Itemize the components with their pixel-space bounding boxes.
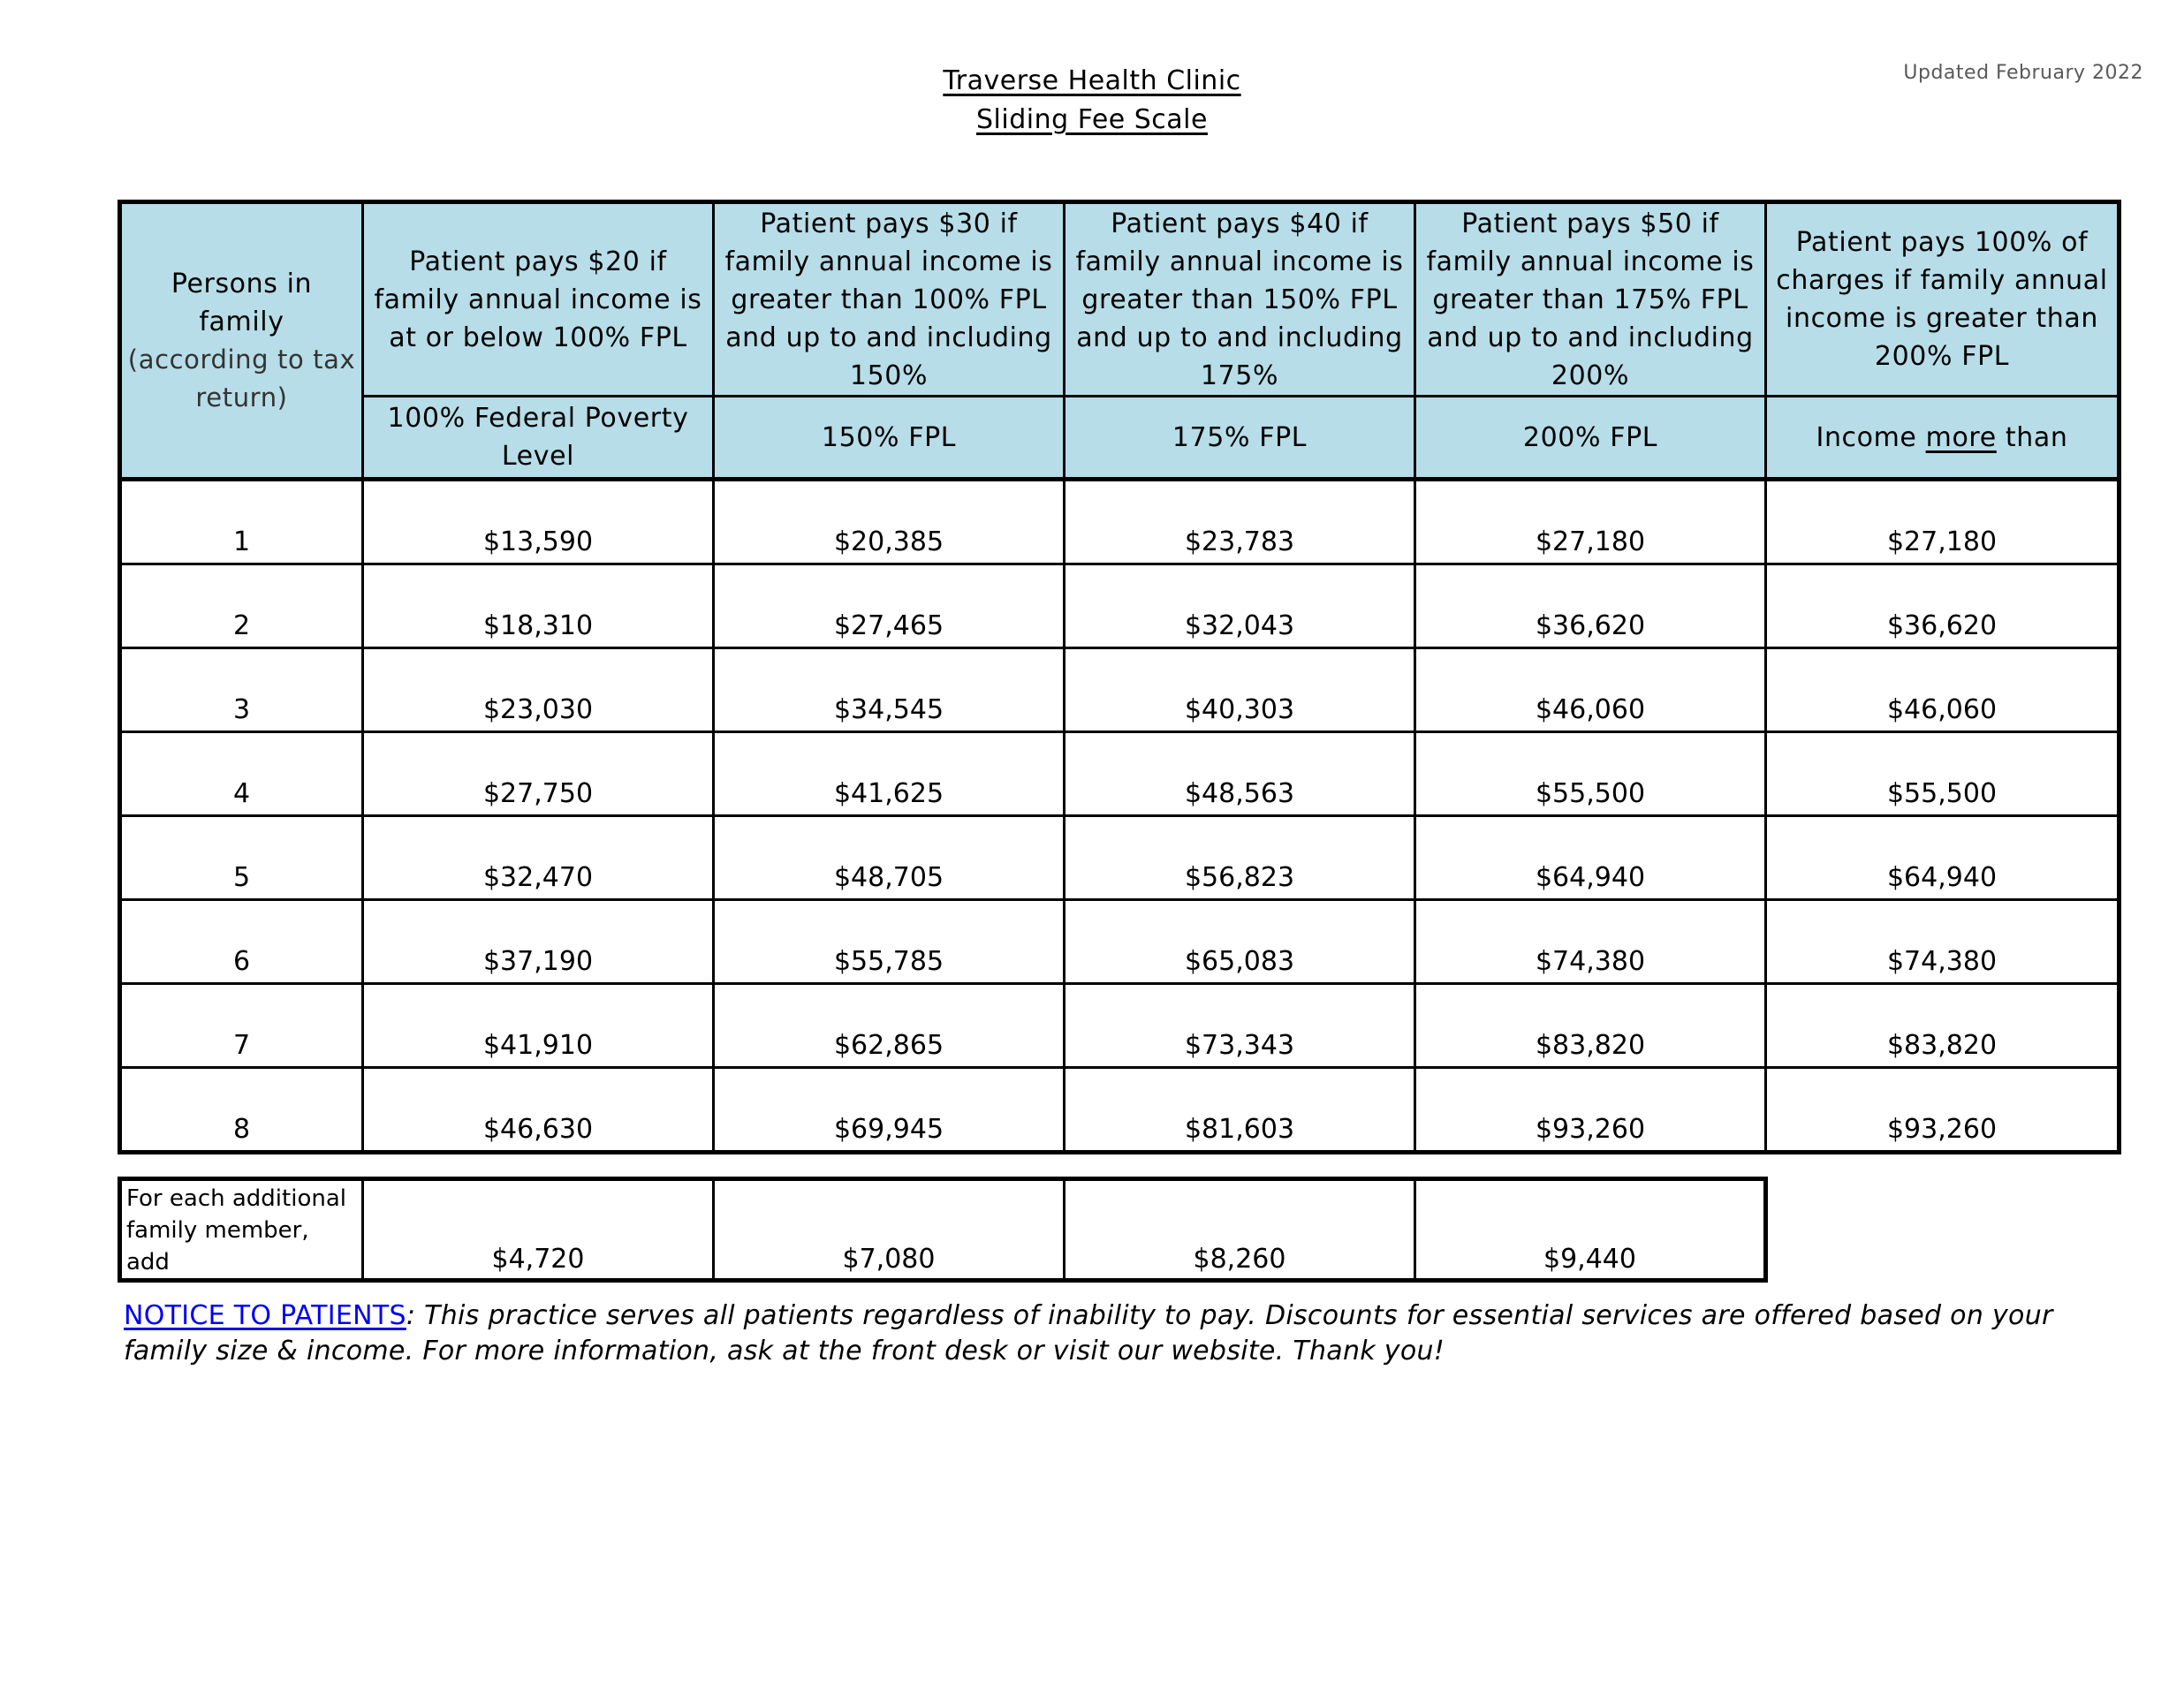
notice-link[interactable]: NOTICE TO PATIENTS [124,1300,406,1331]
income-cell: $46,060 [1415,648,1766,732]
table-row [120,564,2120,648]
income-cell: $36,620 [1766,564,2120,648]
income-cell: $81,603 [1065,1068,1415,1153]
additional-member-row [120,1179,1766,1281]
income-cell: $20,385 [714,480,1065,564]
table-row [120,480,2120,564]
income-cell: $55,500 [1415,732,1766,816]
additional-member-value: $4,720 [363,1179,714,1281]
income-cell: $46,630 [363,1068,714,1153]
persons-cell: 7 [120,984,363,1068]
col-header-40: Patient pays $40 if family annual income is greater than 150% FPL and up to and including 175% [1065,202,1415,397]
income-cell: $23,030 [363,648,714,732]
income-cell: $48,563 [1065,732,1415,816]
subheader-175-fpl: 175% FPL [1065,397,1415,480]
income-cell: $62,865 [714,984,1065,1068]
subheader-100-fpl: 100% Federal Poverty Level [363,397,714,480]
persons-cell: 2 [120,564,363,648]
income-cell: $64,940 [1415,816,1766,900]
persons-cell: 8 [120,1068,363,1153]
col-header-30: Patient pays $30 if family annual income is greater than 100% FPL and up to and including 150% [714,202,1065,397]
income-cell: $27,180 [1766,480,2120,564]
persons-header-label: Persons in family [171,268,313,337]
income-cell: $32,043 [1065,564,1415,648]
income-cell: $65,083 [1065,900,1415,984]
clinic-name: Traverse Health Clinic [943,65,1241,96]
table-row [120,732,2120,816]
notice-text: This practice serves all patients regardless of inability to pay. Discounts for essential services are offered based on your family size & income. For more information, ask at the front desk or visit our website. Thank you! [124,1300,2053,1366]
subheader-200-fpl: 200% FPL [1415,397,1766,480]
subheader-150-fpl: 150% FPL [714,397,1065,480]
table-row [120,984,2120,1068]
col-header-50: Patient pays $50 if family annual income is greater than 175% FPL and up to and including 200% [1415,202,1766,397]
additional-member-value: $8,260 [1065,1179,1415,1281]
income-cell: $74,380 [1766,900,2120,984]
sliding-fee-table [118,200,2121,1154]
subheader-more-word: more [1925,421,1997,453]
income-cell: $27,465 [714,564,1065,648]
income-cell: $93,260 [1415,1068,1766,1153]
notice-separator: : [406,1300,416,1331]
persons-cell: 1 [120,480,363,564]
subheader-than-word: than [2005,421,2068,453]
income-cell: $32,470 [363,816,714,900]
table-row [120,1068,2120,1153]
income-cell: $73,343 [1065,984,1415,1068]
col-header-20: Patient pays $20 if family annual income is at or below 100% FPL [363,202,714,397]
income-cell: $13,590 [363,480,714,564]
col-header-100pct: Patient pays 100% of charges if family annual income is greater than 200% FPL [1766,202,2120,397]
document-subtitle: Sliding Fee Scale [976,104,1208,135]
income-cell: $41,625 [714,732,1065,816]
table-row [120,900,2120,984]
income-cell: $23,783 [1065,480,1415,564]
table-row [120,648,2120,732]
income-cell: $18,310 [363,564,714,648]
income-cell: $36,620 [1415,564,1766,648]
income-cell: $83,820 [1766,984,2120,1068]
income-cell: $41,910 [363,984,714,1068]
income-cell: $27,180 [1415,480,1766,564]
persons-cell: 3 [120,648,363,732]
updated-date: Updated February 2022 [1903,62,2143,84]
persons-header-note: (according to tax return) [127,344,356,413]
income-cell: $55,500 [1766,732,2120,816]
persons-cell: 5 [120,816,363,900]
income-cell: $34,545 [714,648,1065,732]
additional-member-value: $9,440 [1415,1179,1766,1281]
page-title [0,62,2184,140]
income-cell: $83,820 [1415,984,1766,1068]
additional-member-table [118,1177,1768,1283]
income-cell: $48,705 [714,816,1065,900]
table-row [120,816,2120,900]
additional-member-value: $7,080 [714,1179,1065,1281]
income-cell: $64,940 [1766,816,2120,900]
income-cell: $55,785 [714,900,1065,984]
income-cell: $40,303 [1065,648,1415,732]
notice-paragraph [124,1298,2103,1369]
income-cell: $37,190 [363,900,714,984]
income-cell: $69,945 [714,1068,1065,1153]
table-body [120,480,2120,1153]
income-cell: $56,823 [1065,816,1415,900]
income-cell: $46,060 [1766,648,2120,732]
income-cell: $93,260 [1766,1068,2120,1153]
subheader-income-more-than [1766,397,2120,480]
persons-cell: 4 [120,732,363,816]
income-cell: $74,380 [1415,900,1766,984]
additional-member-label: For each additional family member, add [120,1179,363,1281]
persons-header [120,202,363,480]
subheader-income-word: Income [1816,421,1917,453]
persons-cell: 6 [120,900,363,984]
income-cell: $27,750 [363,732,714,816]
